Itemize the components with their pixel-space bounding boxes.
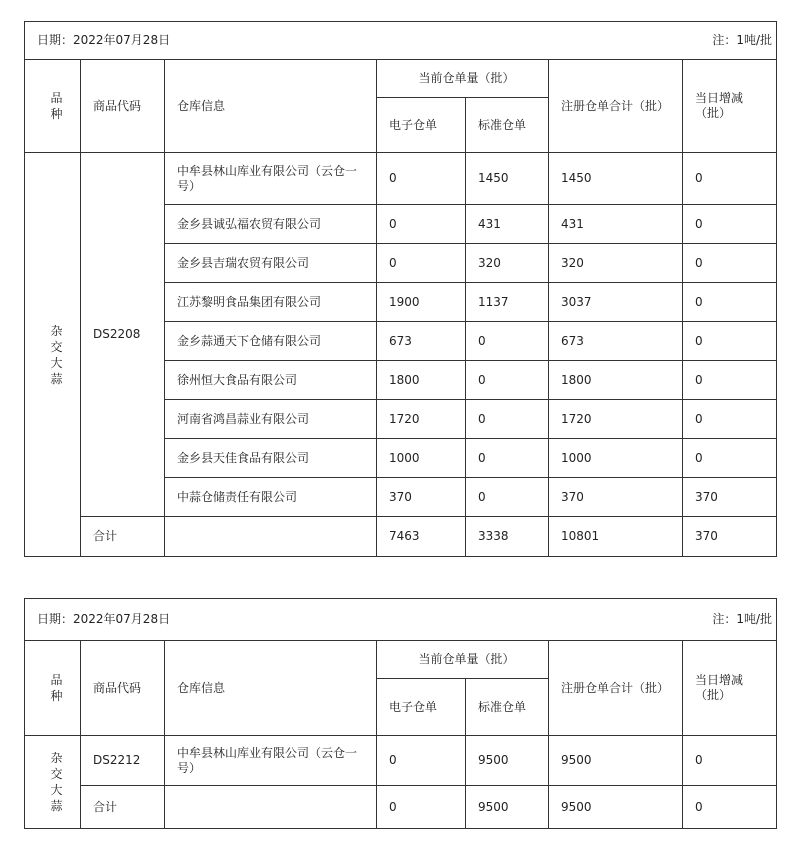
change-cell: 0 xyxy=(683,205,777,244)
change-cell: 0 xyxy=(683,244,777,283)
electronic-cell: 0 xyxy=(377,153,466,205)
unit-note: 注：1吨/批 xyxy=(712,33,772,47)
header-row xyxy=(25,60,777,98)
total-label: 合计 xyxy=(81,786,165,829)
total-cell: 1450 xyxy=(549,153,683,205)
total-change-cell: 370 xyxy=(683,517,777,557)
unit-note: 注：1吨/批 xyxy=(712,612,772,626)
electronic-cell: 370 xyxy=(377,478,466,517)
total-warehouse-cell xyxy=(165,786,377,829)
header-variety: 品种 xyxy=(25,641,81,736)
warehouse-cell: 江苏黎明食品集团有限公司 xyxy=(165,283,377,322)
table-info-bar xyxy=(25,599,777,641)
electronic-cell: 673 xyxy=(377,322,466,361)
change-cell: 0 xyxy=(683,736,777,786)
standard-cell: 1137 xyxy=(466,283,549,322)
header-daily-change: 当日增减（批） xyxy=(683,60,777,153)
header-current-receipts: 当前仓单量（批） xyxy=(377,60,549,98)
change-cell: 0 xyxy=(683,400,777,439)
change-cell: 0 xyxy=(683,361,777,400)
total-cell: 3037 xyxy=(549,283,683,322)
code-cell: DS2208 xyxy=(81,153,165,517)
electronic-cell: 0 xyxy=(377,244,466,283)
table-row xyxy=(25,153,777,205)
code-cell: DS2212 xyxy=(81,736,165,786)
standard-cell: 0 xyxy=(466,322,549,361)
total-cell: 1800 xyxy=(549,361,683,400)
warehouse-cell: 金乡蒜通天下仓储有限公司 xyxy=(165,322,377,361)
change-cell: 0 xyxy=(683,322,777,361)
total-registered-cell: 9500 xyxy=(549,786,683,829)
warehouse-cell: 中蒜仓储责任有限公司 xyxy=(165,478,377,517)
electronic-cell: 0 xyxy=(377,736,466,786)
variety-cell: 杂交大蒜 xyxy=(25,736,81,829)
standard-cell: 0 xyxy=(466,439,549,478)
header-electronic: 电子仓单 xyxy=(377,98,466,153)
warehouse-cell: 中牟县林山库业有限公司（云仓一号） xyxy=(165,153,377,205)
change-cell: 370 xyxy=(683,478,777,517)
total-label: 合计 xyxy=(81,517,165,557)
total-standard-cell: 3338 xyxy=(466,517,549,557)
standard-cell: 9500 xyxy=(466,736,549,786)
date-label: 日期：2022年07月28日 xyxy=(37,612,171,626)
total-cell: 320 xyxy=(549,244,683,283)
warehouse-cell: 金乡县天佳食品有限公司 xyxy=(165,439,377,478)
header-variety: 品种 xyxy=(25,60,81,153)
standard-cell: 320 xyxy=(466,244,549,283)
header-standard: 标准仓单 xyxy=(466,679,549,736)
header-warehouse: 仓库信息 xyxy=(165,60,377,153)
warehouse-receipt-table-ds2208 xyxy=(24,21,777,557)
header-code: 商品代码 xyxy=(81,60,165,153)
electronic-cell: 1800 xyxy=(377,361,466,400)
warehouse-receipt-table-ds2212 xyxy=(24,598,777,829)
header-warehouse: 仓库信息 xyxy=(165,641,377,736)
header-current-receipts: 当前仓单量（批） xyxy=(377,641,549,679)
electronic-cell: 0 xyxy=(377,205,466,244)
total-registered-cell: 10801 xyxy=(549,517,683,557)
header-registered-total: 注册仓单合计（批） xyxy=(549,641,683,736)
standard-cell: 0 xyxy=(466,400,549,439)
total-cell: 1720 xyxy=(549,400,683,439)
table-info-bar xyxy=(25,22,777,60)
standard-cell: 1450 xyxy=(466,153,549,205)
header-row xyxy=(25,641,777,679)
total-standard-cell: 9500 xyxy=(466,786,549,829)
warehouse-cell: 金乡县诚弘福农贸有限公司 xyxy=(165,205,377,244)
standard-cell: 0 xyxy=(466,361,549,400)
total-change-cell: 0 xyxy=(683,786,777,829)
total-electronic-cell: 0 xyxy=(377,786,466,829)
table-row xyxy=(25,736,777,786)
header-electronic: 电子仓单 xyxy=(377,679,466,736)
warehouse-cell: 金乡县吉瑞农贸有限公司 xyxy=(165,244,377,283)
header-code: 商品代码 xyxy=(81,641,165,736)
change-cell: 0 xyxy=(683,153,777,205)
header-registered-total: 注册仓单合计（批） xyxy=(549,60,683,153)
variety-cell: 杂交大蒜 xyxy=(25,153,81,557)
electronic-cell: 1000 xyxy=(377,439,466,478)
warehouse-cell: 中牟县林山库业有限公司（云仓一号） xyxy=(165,736,377,786)
header-daily-change: 当日增减（批） xyxy=(683,641,777,736)
date-label: 日期：2022年07月28日 xyxy=(37,33,171,47)
total-row xyxy=(25,517,777,557)
change-cell: 0 xyxy=(683,283,777,322)
total-cell: 9500 xyxy=(549,736,683,786)
electronic-cell: 1900 xyxy=(377,283,466,322)
total-electronic-cell: 7463 xyxy=(377,517,466,557)
total-warehouse-cell xyxy=(165,517,377,557)
electronic-cell: 1720 xyxy=(377,400,466,439)
total-cell: 1000 xyxy=(549,439,683,478)
standard-cell: 431 xyxy=(466,205,549,244)
warehouse-cell: 河南省鸿昌蒜业有限公司 xyxy=(165,400,377,439)
warehouse-cell: 徐州恒大食品有限公司 xyxy=(165,361,377,400)
total-cell: 370 xyxy=(549,478,683,517)
total-row xyxy=(25,786,777,829)
standard-cell: 0 xyxy=(466,478,549,517)
header-standard: 标准仓单 xyxy=(466,98,549,153)
total-cell: 673 xyxy=(549,322,683,361)
total-cell: 431 xyxy=(549,205,683,244)
change-cell: 0 xyxy=(683,439,777,478)
